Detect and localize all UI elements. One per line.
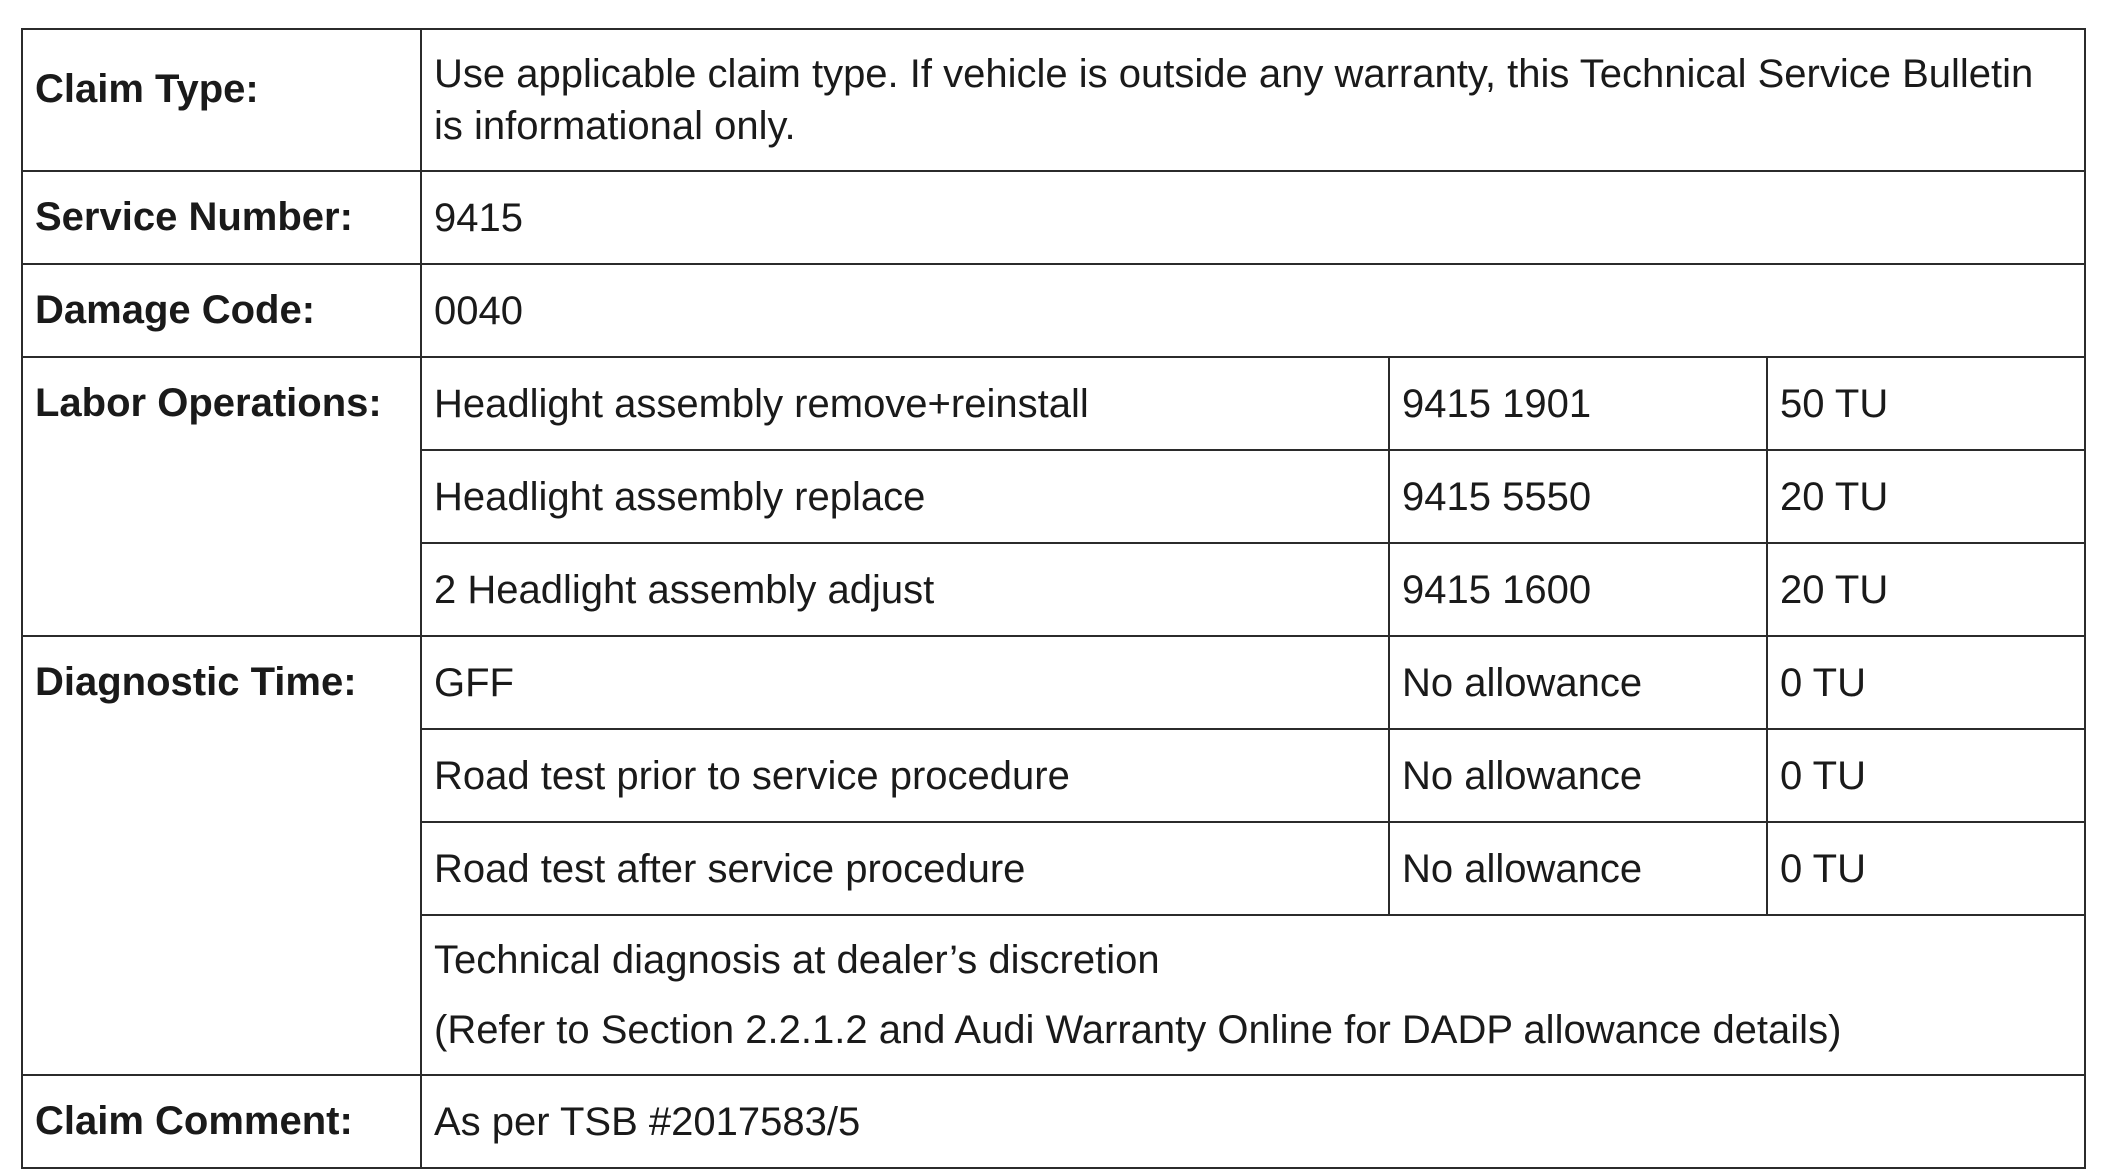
labor-operation-description: Headlight assembly replace [421, 450, 1389, 543]
service-number-row [22, 171, 2085, 264]
diagnostic-allowance: No allowance [1389, 822, 1767, 915]
labor-operations-label: Labor Operations: [22, 357, 421, 636]
diagnostic-description: Road test after service procedure [421, 822, 1389, 915]
claim-type-row [22, 29, 2085, 171]
diagnostic-description: Road test prior to service procedure [421, 729, 1389, 822]
diagnostic-time: 0 TU [1767, 822, 2085, 915]
claim-comment-row [22, 1075, 2085, 1168]
labor-operation-time: 20 TU [1767, 543, 2085, 636]
labor-operation-code: 9415 1600 [1389, 543, 1767, 636]
labor-operation-time: 50 TU [1767, 357, 2085, 450]
damage-code-row [22, 264, 2085, 357]
claim-comment-label: Claim Comment: [22, 1075, 421, 1168]
diagnostic-note-line-1: Technical diagnosis at dealer’s discretion [434, 938, 1160, 982]
warranty-claim-table [21, 28, 2086, 1169]
claim-type-label: Claim Type: [22, 29, 421, 171]
diagnostic-description: GFF [421, 636, 1389, 729]
labor-operation-row [22, 357, 2085, 450]
labor-operation-description: 2 Headlight assembly adjust [421, 543, 1389, 636]
claim-comment-value: As per TSB #2017583/5 [421, 1075, 2085, 1168]
damage-code-value: 0040 [421, 264, 2085, 357]
diagnostic-allowance: No allowance [1389, 729, 1767, 822]
diagnostic-time-label: Diagnostic Time: [22, 636, 421, 1075]
labor-operation-description: Headlight assembly remove+reinstall [421, 357, 1389, 450]
diagnostic-time: 0 TU [1767, 636, 2085, 729]
diagnostic-time-row [22, 636, 2085, 729]
diagnostic-time: 0 TU [1767, 729, 2085, 822]
diagnostic-note-line-2: (Refer to Section 2.2.1.2 and Audi Warranty Online for DADP allowance details) [434, 1008, 1842, 1052]
service-number-label: Service Number: [22, 171, 421, 264]
damage-code-label: Damage Code: [22, 264, 421, 357]
diagnostic-allowance: No allowance [1389, 636, 1767, 729]
labor-operation-time: 20 TU [1767, 450, 2085, 543]
labor-operation-code: 9415 5550 [1389, 450, 1767, 543]
diagnostic-note [421, 915, 2085, 1075]
claim-type-value: Use applicable claim type. If vehicle is outside any warranty, this Technical Service Bulletin is informational only. [421, 29, 2085, 171]
labor-operation-code: 9415 1901 [1389, 357, 1767, 450]
service-number-value: 9415 [421, 171, 2085, 264]
